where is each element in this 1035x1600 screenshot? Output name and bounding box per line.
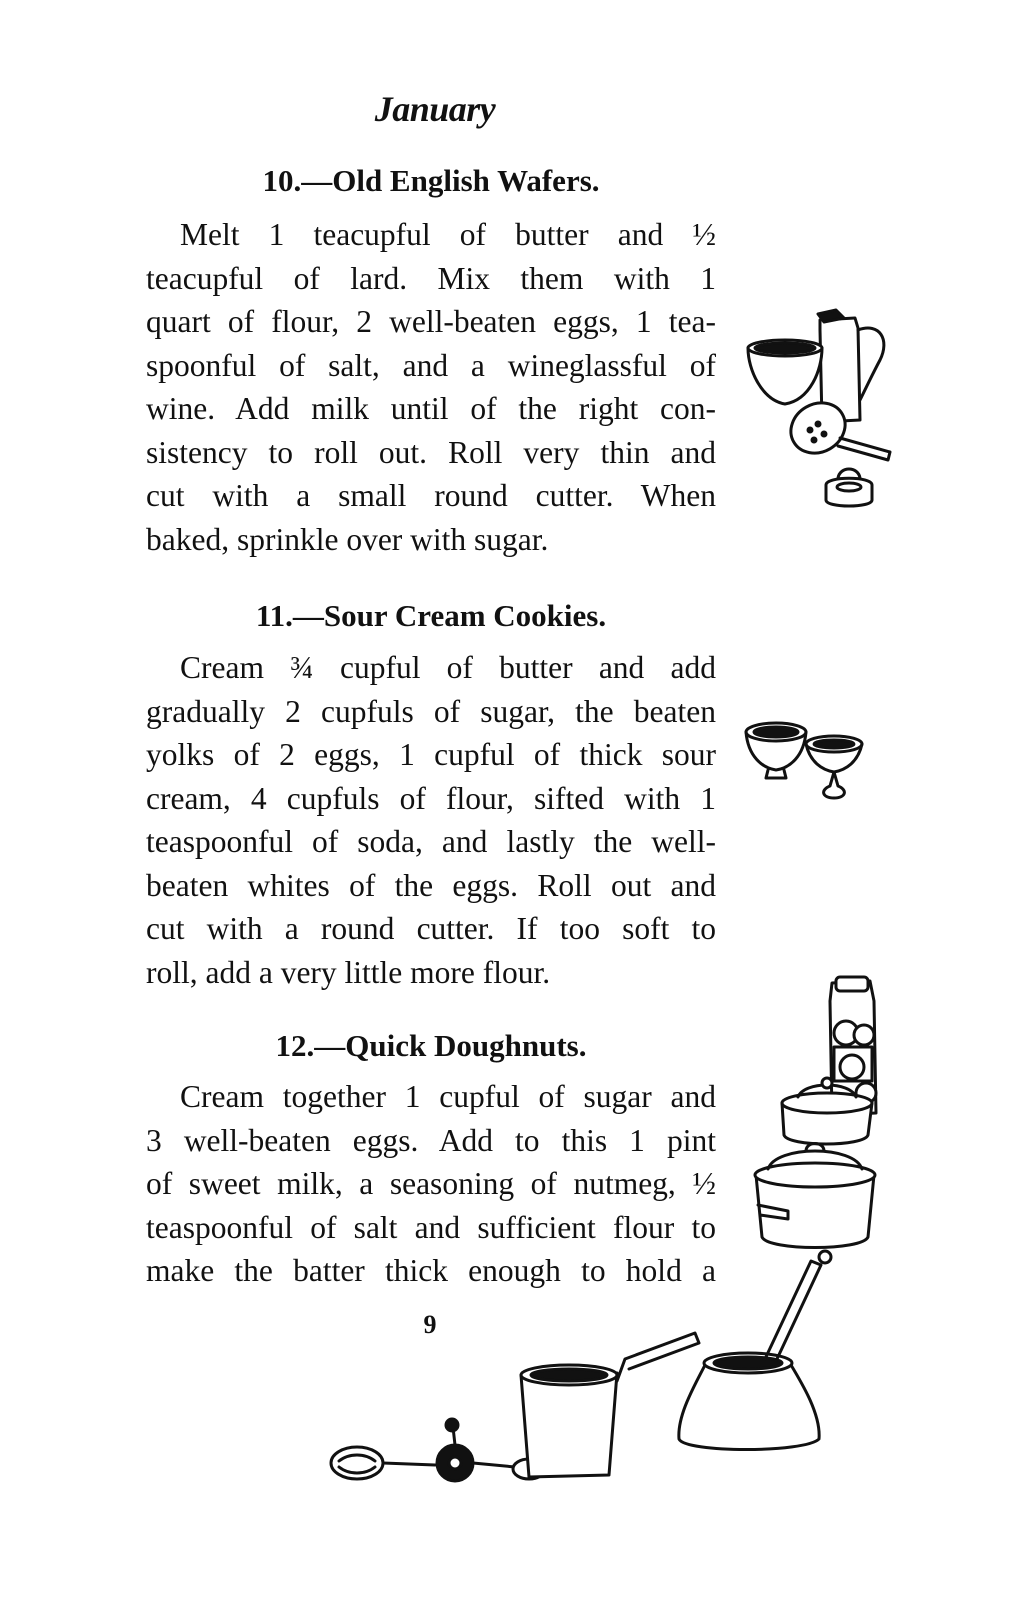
text-line: of sweet milk, a seasoning of nutmeg, ½ xyxy=(146,1166,716,1201)
bowl-icon xyxy=(746,723,806,778)
text-line: beaten whites of the eggs. Roll out and xyxy=(146,867,716,903)
footed-dish-icon xyxy=(806,736,862,798)
text-line: cream, 4 cupfuls of flour, sifted with 1 xyxy=(146,780,716,816)
text-line: yolks of 2 eggs, 1 cupful of thick sour xyxy=(146,737,716,772)
text-line: wine. Add milk until of the right con- xyxy=(146,391,716,426)
recipe-body-sour-cream-cookies xyxy=(146,646,716,994)
text-line: 3 well-beaten eggs. Add to this 1 pint xyxy=(146,1122,716,1158)
recipe-heading-quick-doughnuts: 12.—Quick Doughnuts. xyxy=(275,1028,587,1063)
two-bowls-illustration xyxy=(742,718,872,808)
text-line: sistency to roll out. Roll very thin and xyxy=(146,434,716,470)
text-line: make the batter thick enough to hold a xyxy=(146,1253,716,1288)
text-line: quart of flour, 2 well-beaten eggs, 1 tea- xyxy=(146,304,716,339)
utensils-bottom-illustration xyxy=(325,1225,845,1515)
text-line: Cream together 1 cupful of sugar and xyxy=(180,1079,716,1114)
text-line: teacupful of lard. Mix them with 1 xyxy=(146,260,716,296)
text-line: gradually 2 cupfuls of sugar, the beaten xyxy=(146,693,716,729)
recipe-body-old-english-wafers xyxy=(146,213,716,561)
text-line: spoonful of salt, and a wineglassful of xyxy=(146,347,716,383)
small-kettle-icon xyxy=(826,469,872,506)
egg-beater-icon xyxy=(331,1419,545,1481)
text-line: Cream ¾ cupful of butter and add xyxy=(180,650,716,685)
text-line: Melt 1 teacupful of butter and ½ xyxy=(180,217,716,252)
jar-and-pots-illustration xyxy=(748,975,888,1265)
text-line: cut with a round cutter. If too soft to xyxy=(146,911,716,946)
text-line: teaspoonful of soda, and lastly the well- xyxy=(146,824,716,859)
saucepan-icon xyxy=(521,1333,699,1477)
kitchenware-pitcher-bowl-illustration xyxy=(740,300,910,520)
text-line: baked, sprinkle over with sugar. xyxy=(146,521,549,557)
text-line: roll, add a very little more flour. xyxy=(146,954,551,990)
kettle-icon xyxy=(679,1251,831,1450)
text-line: cut with a small round cutter. When xyxy=(146,478,716,513)
page-number: 9 xyxy=(423,1310,437,1339)
recipe-heading-old-english-wafers: 10.—Old English Wafers. xyxy=(262,163,600,198)
mixing-bowl-icon xyxy=(748,340,822,404)
page-month-header: January xyxy=(374,89,496,129)
recipe-heading-sour-cream-cookies: 11.—Sour Cream Cookies. xyxy=(255,598,607,633)
text-line: teaspoonful of salt and sufficient flour to xyxy=(146,1209,716,1245)
